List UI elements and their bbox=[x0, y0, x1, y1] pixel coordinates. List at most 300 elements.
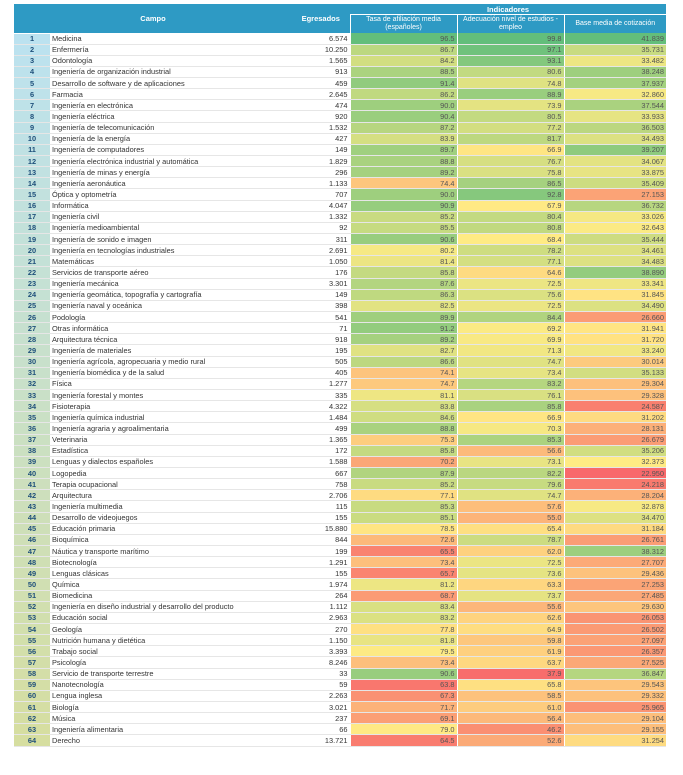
table-row bbox=[14, 423, 666, 434]
row-tasa: 87.2 bbox=[350, 122, 457, 133]
row-adecuacion: 66.9 bbox=[457, 412, 564, 423]
row-campo: Ingeniería de telecomunicación bbox=[50, 122, 292, 133]
row-tasa: 81.4 bbox=[350, 256, 457, 267]
header-campo: Campo bbox=[14, 4, 292, 33]
row-egresados: 1.112 bbox=[292, 601, 350, 612]
row-rank: 54 bbox=[14, 623, 50, 634]
row-rank: 28 bbox=[14, 334, 50, 345]
row-base: 39.207 bbox=[564, 144, 666, 155]
ranking-table bbox=[14, 4, 666, 747]
row-rank: 41 bbox=[14, 479, 50, 490]
table-row bbox=[14, 657, 666, 668]
row-egresados: 149 bbox=[292, 144, 350, 155]
row-base: 29.543 bbox=[564, 679, 666, 690]
row-tasa: 90.9 bbox=[350, 200, 457, 211]
row-base: 27.153 bbox=[564, 189, 666, 200]
table-row bbox=[14, 445, 666, 456]
row-tasa: 86.6 bbox=[350, 356, 457, 367]
row-adecuacion: 76.7 bbox=[457, 156, 564, 167]
row-rank: 36 bbox=[14, 423, 50, 434]
table-row bbox=[14, 334, 666, 345]
table-row bbox=[14, 467, 666, 478]
row-base: 27.097 bbox=[564, 635, 666, 646]
table-row bbox=[14, 601, 666, 612]
row-rank: 60 bbox=[14, 690, 50, 701]
row-adecuacion: 76.1 bbox=[457, 390, 564, 401]
header-base: Base media de cotización bbox=[564, 15, 666, 34]
row-tasa: 68.7 bbox=[350, 590, 457, 601]
row-tasa: 83.8 bbox=[350, 401, 457, 412]
row-rank: 13 bbox=[14, 167, 50, 178]
row-campo: Ingeniería de computadores bbox=[50, 144, 292, 155]
table-row bbox=[14, 623, 666, 634]
row-rank: 3 bbox=[14, 55, 50, 66]
row-adecuacion: 77.2 bbox=[457, 122, 564, 133]
row-campo: Náutica y transporte marítimo bbox=[50, 545, 292, 556]
row-adecuacion: 64.6 bbox=[457, 267, 564, 278]
row-egresados: 15.880 bbox=[292, 523, 350, 534]
row-campo: Ingeniería electrónica industrial y automática bbox=[50, 156, 292, 167]
row-adecuacion: 58.5 bbox=[457, 690, 564, 701]
row-base: 26.357 bbox=[564, 646, 666, 657]
row-base: 29.630 bbox=[564, 601, 666, 612]
row-campo: Geología bbox=[50, 623, 292, 634]
row-rank: 12 bbox=[14, 156, 50, 167]
row-egresados: 6.574 bbox=[292, 33, 350, 44]
row-base: 29.155 bbox=[564, 724, 666, 735]
row-tasa: 65.7 bbox=[350, 568, 457, 579]
table-row bbox=[14, 144, 666, 155]
row-base: 31.202 bbox=[564, 412, 666, 423]
row-adecuacion: 73.6 bbox=[457, 568, 564, 579]
row-egresados: 707 bbox=[292, 189, 350, 200]
row-adecuacion: 67.9 bbox=[457, 200, 564, 211]
row-campo: Psicología bbox=[50, 657, 292, 668]
row-tasa: 83.9 bbox=[350, 133, 457, 144]
row-adecuacion: 74.7 bbox=[457, 490, 564, 501]
row-campo: Ingeniería agrícola, agropecuaria y medio rural bbox=[50, 356, 292, 367]
header-adecuacion: Adecuación nivel de estudios - empleo bbox=[457, 15, 564, 34]
row-rank: 46 bbox=[14, 534, 50, 545]
row-egresados: 176 bbox=[292, 267, 350, 278]
row-egresados: 115 bbox=[292, 501, 350, 512]
table-row bbox=[14, 356, 666, 367]
row-base: 35.444 bbox=[564, 234, 666, 245]
row-egresados: 2.263 bbox=[292, 690, 350, 701]
row-base: 29.332 bbox=[564, 690, 666, 701]
row-adecuacion: 63.3 bbox=[457, 579, 564, 590]
row-campo: Terapia ocupacional bbox=[50, 479, 292, 490]
table-row bbox=[14, 278, 666, 289]
row-campo: Informática bbox=[50, 200, 292, 211]
row-tasa: 78.5 bbox=[350, 523, 457, 534]
row-base: 32.878 bbox=[564, 501, 666, 512]
row-rank: 56 bbox=[14, 646, 50, 657]
row-campo: Música bbox=[50, 713, 292, 724]
row-base: 41.839 bbox=[564, 33, 666, 44]
row-rank: 37 bbox=[14, 434, 50, 445]
row-base: 27.253 bbox=[564, 579, 666, 590]
table-row bbox=[14, 612, 666, 623]
row-rank: 27 bbox=[14, 323, 50, 334]
row-tasa: 74.4 bbox=[350, 178, 457, 189]
table-row bbox=[14, 579, 666, 590]
row-base: 29.304 bbox=[564, 378, 666, 389]
row-campo: Nanotecnología bbox=[50, 679, 292, 690]
row-adecuacion: 86.5 bbox=[457, 178, 564, 189]
row-base: 36.847 bbox=[564, 668, 666, 679]
table-row bbox=[14, 100, 666, 111]
row-adecuacion: 81.7 bbox=[457, 133, 564, 144]
row-rank: 64 bbox=[14, 735, 50, 746]
row-adecuacion: 63.7 bbox=[457, 657, 564, 668]
row-adecuacion: 93.1 bbox=[457, 55, 564, 66]
row-campo: Otras informática bbox=[50, 323, 292, 334]
table-row bbox=[14, 323, 666, 334]
row-tasa: 90.6 bbox=[350, 668, 457, 679]
row-base: 30.014 bbox=[564, 356, 666, 367]
row-rank: 51 bbox=[14, 590, 50, 601]
row-campo: Ingeniería forestal y montes bbox=[50, 390, 292, 401]
header-indicadores: Indicadores bbox=[350, 4, 666, 15]
row-campo: Arquitectura bbox=[50, 490, 292, 501]
row-adecuacion: 83.2 bbox=[457, 378, 564, 389]
row-tasa: 80.2 bbox=[350, 245, 457, 256]
row-base: 26.502 bbox=[564, 623, 666, 634]
table-row bbox=[14, 234, 666, 245]
table-row bbox=[14, 167, 666, 178]
row-base: 35.133 bbox=[564, 367, 666, 378]
row-adecuacion: 46.2 bbox=[457, 724, 564, 735]
row-base: 34.067 bbox=[564, 156, 666, 167]
row-tasa: 89.9 bbox=[350, 312, 457, 323]
row-rank: 17 bbox=[14, 211, 50, 222]
row-rank: 14 bbox=[14, 178, 50, 189]
row-egresados: 1.484 bbox=[292, 412, 350, 423]
row-tasa: 91.4 bbox=[350, 78, 457, 89]
table-row bbox=[14, 512, 666, 523]
table-row bbox=[14, 211, 666, 222]
row-egresados: 33 bbox=[292, 668, 350, 679]
row-egresados: 66 bbox=[292, 724, 350, 735]
row-campo: Veterinaria bbox=[50, 434, 292, 445]
row-rank: 42 bbox=[14, 490, 50, 501]
row-campo: Lenguas y dialectos españoles bbox=[50, 456, 292, 467]
row-adecuacion: 69.2 bbox=[457, 323, 564, 334]
table-row bbox=[14, 501, 666, 512]
row-base: 25.965 bbox=[564, 701, 666, 712]
row-tasa: 75.3 bbox=[350, 434, 457, 445]
row-adecuacion: 61.9 bbox=[457, 646, 564, 657]
row-egresados: 541 bbox=[292, 312, 350, 323]
table-row bbox=[14, 690, 666, 701]
table-row bbox=[14, 490, 666, 501]
row-rank: 31 bbox=[14, 367, 50, 378]
row-rank: 11 bbox=[14, 144, 50, 155]
row-campo: Estadística bbox=[50, 445, 292, 456]
row-campo: Logopedia bbox=[50, 467, 292, 478]
row-base: 33.482 bbox=[564, 55, 666, 66]
row-rank: 18 bbox=[14, 222, 50, 233]
row-campo: Podología bbox=[50, 312, 292, 323]
table-row bbox=[14, 178, 666, 189]
row-adecuacion: 57.6 bbox=[457, 501, 564, 512]
row-tasa: 90.4 bbox=[350, 111, 457, 122]
table-row bbox=[14, 222, 666, 233]
row-egresados: 1.365 bbox=[292, 434, 350, 445]
row-base: 33.875 bbox=[564, 167, 666, 178]
row-base: 34.490 bbox=[564, 300, 666, 311]
row-campo: Ingeniería multimedia bbox=[50, 501, 292, 512]
row-base: 27.525 bbox=[564, 657, 666, 668]
row-rank: 29 bbox=[14, 345, 50, 356]
row-campo: Educación social bbox=[50, 612, 292, 623]
row-egresados: 270 bbox=[292, 623, 350, 634]
row-rank: 1 bbox=[14, 33, 50, 44]
table-row bbox=[14, 133, 666, 144]
row-rank: 43 bbox=[14, 501, 50, 512]
row-rank: 21 bbox=[14, 256, 50, 267]
row-campo: Fisioterapia bbox=[50, 401, 292, 412]
row-base: 35.206 bbox=[564, 445, 666, 456]
row-campo: Enfermería bbox=[50, 44, 292, 55]
table-row bbox=[14, 267, 666, 278]
row-adecuacion: 85.8 bbox=[457, 401, 564, 412]
row-base: 29.104 bbox=[564, 713, 666, 724]
row-egresados: 844 bbox=[292, 534, 350, 545]
row-adecuacion: 74.8 bbox=[457, 78, 564, 89]
row-base: 26.761 bbox=[564, 534, 666, 545]
row-adecuacion: 56.4 bbox=[457, 713, 564, 724]
row-egresados: 667 bbox=[292, 467, 350, 478]
table-row bbox=[14, 713, 666, 724]
row-campo: Ingeniería aeronáutica bbox=[50, 178, 292, 189]
table-header bbox=[14, 4, 666, 33]
row-tasa: 86.3 bbox=[350, 289, 457, 300]
row-campo: Servicio de transporte terrestre bbox=[50, 668, 292, 679]
table-row bbox=[14, 312, 666, 323]
row-adecuacion: 85.3 bbox=[457, 434, 564, 445]
row-rank: 63 bbox=[14, 724, 50, 735]
row-tasa: 82.5 bbox=[350, 300, 457, 311]
table-row bbox=[14, 568, 666, 579]
row-tasa: 86.2 bbox=[350, 89, 457, 100]
table-row bbox=[14, 44, 666, 55]
row-base: 38.312 bbox=[564, 545, 666, 556]
row-adecuacion: 80.5 bbox=[457, 111, 564, 122]
table-row bbox=[14, 724, 666, 735]
row-campo: Ingeniería agraria y agroalimentaria bbox=[50, 423, 292, 434]
row-base: 31.845 bbox=[564, 289, 666, 300]
row-rank: 59 bbox=[14, 679, 50, 690]
row-egresados: 296 bbox=[292, 167, 350, 178]
row-base: 38.890 bbox=[564, 267, 666, 278]
row-tasa: 79.5 bbox=[350, 646, 457, 657]
row-campo: Ingeniería de materiales bbox=[50, 345, 292, 356]
table-row bbox=[14, 646, 666, 657]
row-base: 27.707 bbox=[564, 557, 666, 568]
row-egresados: 1.332 bbox=[292, 211, 350, 222]
row-campo: Ingeniería química industrial bbox=[50, 412, 292, 423]
row-base: 31.254 bbox=[564, 735, 666, 746]
table-row bbox=[14, 345, 666, 356]
row-egresados: 149 bbox=[292, 289, 350, 300]
row-base: 24.218 bbox=[564, 479, 666, 490]
row-tasa: 85.3 bbox=[350, 501, 457, 512]
row-adecuacion: 72.5 bbox=[457, 300, 564, 311]
row-egresados: 335 bbox=[292, 390, 350, 401]
row-egresados: 92 bbox=[292, 222, 350, 233]
row-rank: 58 bbox=[14, 668, 50, 679]
row-campo: Ingeniería de organización industrial bbox=[50, 66, 292, 77]
table-row bbox=[14, 289, 666, 300]
row-adecuacion: 72.5 bbox=[457, 278, 564, 289]
row-rank: 10 bbox=[14, 133, 50, 144]
row-egresados: 758 bbox=[292, 479, 350, 490]
row-base: 26.660 bbox=[564, 312, 666, 323]
row-tasa: 70.2 bbox=[350, 456, 457, 467]
row-campo: Ingeniería geomática, topografía y cartografía bbox=[50, 289, 292, 300]
row-tasa: 89.7 bbox=[350, 144, 457, 155]
row-campo: Biotecnología bbox=[50, 557, 292, 568]
row-base: 27.485 bbox=[564, 590, 666, 601]
row-adecuacion: 73.4 bbox=[457, 367, 564, 378]
row-adecuacion: 80.8 bbox=[457, 222, 564, 233]
row-rank: 32 bbox=[14, 378, 50, 389]
row-tasa: 84.2 bbox=[350, 55, 457, 66]
row-egresados: 913 bbox=[292, 66, 350, 77]
row-egresados: 3.393 bbox=[292, 646, 350, 657]
row-adecuacion: 69.9 bbox=[457, 334, 564, 345]
row-base: 31.184 bbox=[564, 523, 666, 534]
row-adecuacion: 62.0 bbox=[457, 545, 564, 556]
table-row bbox=[14, 701, 666, 712]
row-tasa: 85.5 bbox=[350, 222, 457, 233]
row-base: 29.328 bbox=[564, 390, 666, 401]
row-egresados: 1.565 bbox=[292, 55, 350, 66]
row-base: 28.204 bbox=[564, 490, 666, 501]
row-tasa: 85.8 bbox=[350, 267, 457, 278]
row-tasa: 85.2 bbox=[350, 479, 457, 490]
row-egresados: 172 bbox=[292, 445, 350, 456]
row-campo: Farmacia bbox=[50, 89, 292, 100]
row-adecuacion: 82.2 bbox=[457, 467, 564, 478]
row-rank: 22 bbox=[14, 267, 50, 278]
table-row bbox=[14, 557, 666, 568]
row-adecuacion: 79.6 bbox=[457, 479, 564, 490]
table-row bbox=[14, 735, 666, 746]
row-tasa: 96.5 bbox=[350, 33, 457, 44]
row-tasa: 85.1 bbox=[350, 512, 457, 523]
row-tasa: 72.6 bbox=[350, 534, 457, 545]
table-row bbox=[14, 156, 666, 167]
row-tasa: 85.2 bbox=[350, 211, 457, 222]
row-base: 31.720 bbox=[564, 334, 666, 345]
row-campo: Educación primaria bbox=[50, 523, 292, 534]
table-row bbox=[14, 534, 666, 545]
row-base: 36.732 bbox=[564, 200, 666, 211]
row-adecuacion: 88.9 bbox=[457, 89, 564, 100]
row-tasa: 88.8 bbox=[350, 156, 457, 167]
row-rank: 23 bbox=[14, 278, 50, 289]
row-rank: 15 bbox=[14, 189, 50, 200]
row-egresados: 8.246 bbox=[292, 657, 350, 668]
row-egresados: 3.021 bbox=[292, 701, 350, 712]
row-adecuacion: 64.9 bbox=[457, 623, 564, 634]
row-adecuacion: 68.4 bbox=[457, 234, 564, 245]
row-base: 34.493 bbox=[564, 133, 666, 144]
table-row bbox=[14, 434, 666, 445]
row-adecuacion: 73.7 bbox=[457, 590, 564, 601]
row-rank: 61 bbox=[14, 701, 50, 712]
row-campo: Ingeniería eléctrica bbox=[50, 111, 292, 122]
row-base: 34.483 bbox=[564, 256, 666, 267]
row-egresados: 10.250 bbox=[292, 44, 350, 55]
table-row bbox=[14, 590, 666, 601]
row-rank: 44 bbox=[14, 512, 50, 523]
row-base: 37.937 bbox=[564, 78, 666, 89]
row-rank: 45 bbox=[14, 523, 50, 534]
row-egresados: 1.050 bbox=[292, 256, 350, 267]
row-egresados: 405 bbox=[292, 367, 350, 378]
row-adecuacion: 71.3 bbox=[457, 345, 564, 356]
row-tasa: 84.6 bbox=[350, 412, 457, 423]
row-adecuacion: 72.5 bbox=[457, 557, 564, 568]
table-row bbox=[14, 390, 666, 401]
row-tasa: 88.5 bbox=[350, 66, 457, 77]
row-adecuacion: 65.8 bbox=[457, 679, 564, 690]
row-egresados: 920 bbox=[292, 111, 350, 122]
table-row bbox=[14, 33, 666, 44]
row-tasa: 64.5 bbox=[350, 735, 457, 746]
row-base: 29.436 bbox=[564, 568, 666, 579]
row-egresados: 1.532 bbox=[292, 122, 350, 133]
table-row bbox=[14, 111, 666, 122]
table-row bbox=[14, 668, 666, 679]
row-adecuacion: 74.7 bbox=[457, 356, 564, 367]
row-adecuacion: 80.4 bbox=[457, 211, 564, 222]
row-adecuacion: 78.2 bbox=[457, 245, 564, 256]
row-campo: Desarrollo de software y de aplicaciones bbox=[50, 78, 292, 89]
row-base: 32.643 bbox=[564, 222, 666, 233]
row-rank: 57 bbox=[14, 657, 50, 668]
row-base: 34.461 bbox=[564, 245, 666, 256]
row-campo: Bioquímica bbox=[50, 534, 292, 545]
row-egresados: 59 bbox=[292, 679, 350, 690]
row-egresados: 155 bbox=[292, 568, 350, 579]
row-egresados: 199 bbox=[292, 545, 350, 556]
header-egresados: Egresados bbox=[292, 4, 350, 33]
row-adecuacion: 70.3 bbox=[457, 423, 564, 434]
row-base: 26.053 bbox=[564, 612, 666, 623]
row-rank: 7 bbox=[14, 100, 50, 111]
row-egresados: 1.277 bbox=[292, 378, 350, 389]
row-campo: Ingeniería de la energía bbox=[50, 133, 292, 144]
row-campo: Ingeniería mecánica bbox=[50, 278, 292, 289]
row-rank: 38 bbox=[14, 445, 50, 456]
row-tasa: 77.1 bbox=[350, 490, 457, 501]
row-egresados: 1.588 bbox=[292, 456, 350, 467]
row-base: 24.587 bbox=[564, 401, 666, 412]
row-egresados: 1.829 bbox=[292, 156, 350, 167]
row-rank: 8 bbox=[14, 111, 50, 122]
row-adecuacion: 55.0 bbox=[457, 512, 564, 523]
row-base: 37.544 bbox=[564, 100, 666, 111]
row-campo: Lengua inglesa bbox=[50, 690, 292, 701]
row-base: 32.373 bbox=[564, 456, 666, 467]
row-tasa: 91.2 bbox=[350, 323, 457, 334]
row-tasa: 87.9 bbox=[350, 467, 457, 478]
